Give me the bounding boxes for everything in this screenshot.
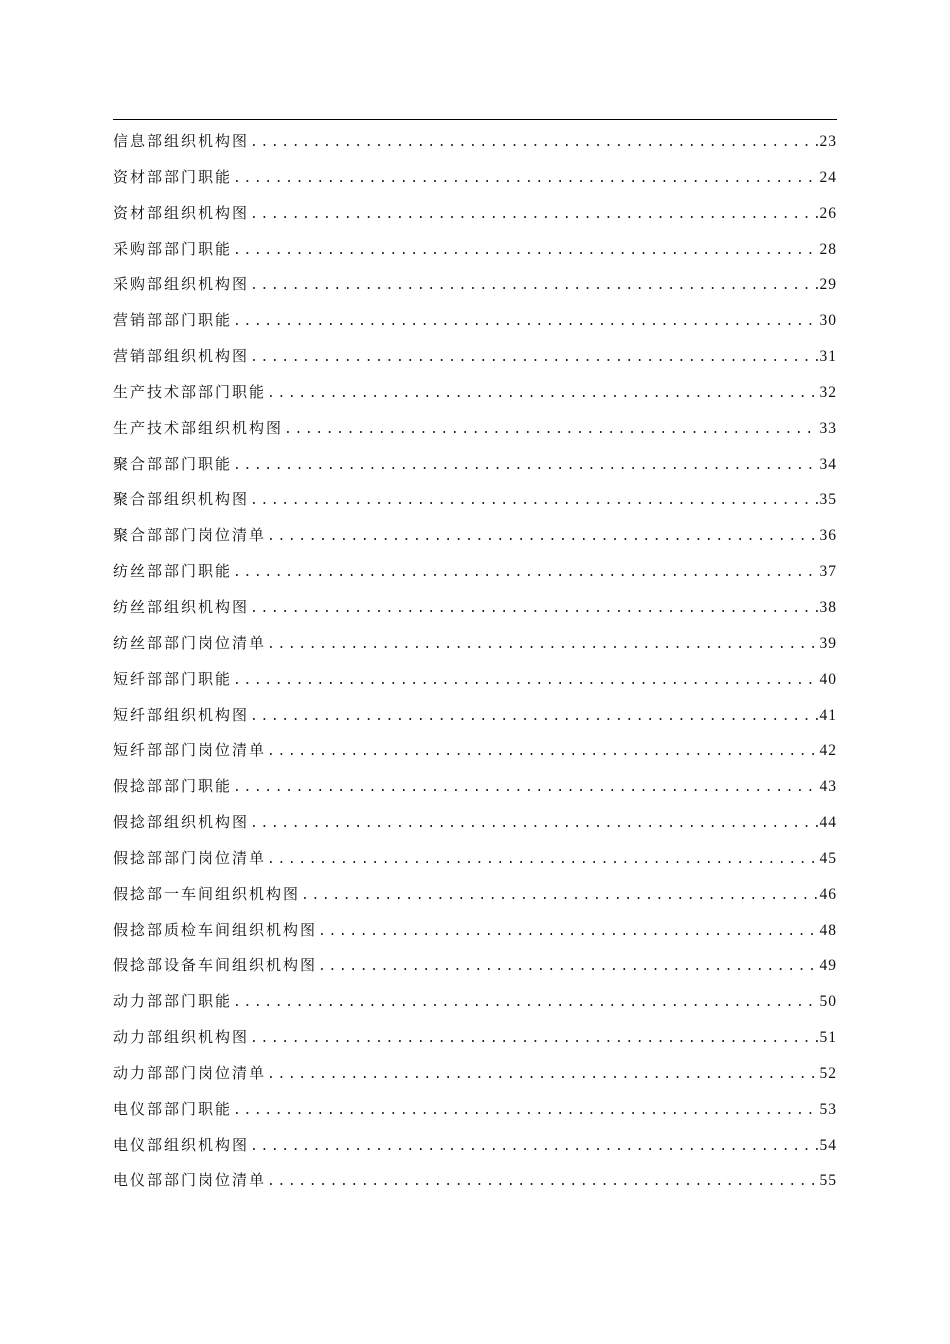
toc-dot-leader [233,991,817,1015]
toc-entry-page-number: 41 [819,706,837,724]
toc-dot-leader [250,203,817,227]
toc-dot-leader [267,740,817,764]
toc-entry-page-number: 42 [819,742,837,760]
toc-dot-leader [250,705,817,729]
toc-entry-title: 假捻部部门职能 [113,777,233,796]
toc-dot-leader [250,1135,817,1159]
toc-entry-page-number: 44 [819,814,837,832]
toc-dot-leader [250,1027,817,1051]
toc-dot-leader [250,489,817,513]
toc-entry[interactable] [113,375,837,411]
toc-entry-page-number: 54 [819,1136,837,1154]
toc-entry[interactable] [113,877,837,913]
toc-entry-page-number: 34 [819,455,837,473]
toc-entry-page-number: 40 [819,670,837,688]
toc-entry-title: 动力部部门职能 [113,992,233,1011]
table-of-contents [113,124,837,1199]
toc-entry-page-number: 36 [819,527,837,545]
toc-entry-title: 采购部组织机构图 [113,275,250,294]
toc-entry[interactable] [113,1163,837,1199]
toc-entry[interactable] [113,698,837,734]
toc-entry-title: 短纤部部门职能 [113,669,233,688]
toc-dot-leader [267,848,817,872]
toc-entry[interactable] [113,841,837,877]
toc-dot-leader [233,310,817,334]
toc-dot-leader [267,525,817,549]
toc-dot-leader [250,812,817,836]
toc-entry[interactable] [113,411,837,447]
toc-dot-leader [233,1099,817,1123]
toc-entry[interactable] [113,160,837,196]
toc-entry-page-number: 43 [819,778,837,796]
toc-entry-title: 营销部组织机构图 [113,347,250,366]
toc-entry[interactable] [113,805,837,841]
toc-entry-title: 资材部部门职能 [113,167,233,186]
toc-entry-title: 生产技术部组织机构图 [113,418,284,437]
toc-entry[interactable] [113,482,837,518]
toc-dot-leader [318,920,817,944]
toc-entry-page-number: 51 [819,1029,837,1047]
toc-dot-leader [233,669,817,693]
toc-entry-page-number: 49 [819,957,837,975]
toc-dot-leader [301,884,817,908]
toc-entry[interactable] [113,590,837,626]
toc-entry-title: 资材部组织机构图 [113,203,250,222]
toc-entry-title: 聚合部部门岗位清单 [113,526,267,545]
toc-entry-page-number: 53 [819,1100,837,1118]
toc-entry-title: 假捻部质检车间组织机构图 [113,920,318,939]
toc-entry-page-number: 28 [819,240,837,258]
toc-entry[interactable] [113,662,837,698]
toc-entry[interactable] [113,733,837,769]
toc-entry-page-number: 48 [819,921,837,939]
toc-entry[interactable] [113,447,837,483]
toc-dot-leader [267,1063,817,1087]
toc-entry[interactable] [113,303,837,339]
toc-entry-page-number: 55 [819,1172,837,1190]
toc-dot-leader [233,561,817,585]
toc-entry-page-number: 32 [819,383,837,401]
toc-dot-leader [233,239,817,263]
toc-entry-page-number: 31 [819,348,837,366]
toc-entry-title: 生产技术部部门职能 [113,382,267,401]
toc-entry-page-number: 24 [819,168,837,186]
toc-entry-page-number: 35 [819,491,837,509]
toc-dot-leader [233,167,817,191]
toc-entry[interactable] [113,769,837,805]
toc-entry-page-number: 45 [819,849,837,867]
toc-dot-leader [233,454,817,478]
toc-entry-title: 电仪部部门职能 [113,1099,233,1118]
toc-entry-title: 纺丝部部门岗位清单 [113,633,267,652]
toc-entry-title: 电仪部组织机构图 [113,1135,250,1154]
toc-entry-title: 聚合部组织机构图 [113,490,250,509]
toc-dot-leader [250,131,817,155]
toc-entry-page-number: 46 [819,885,837,903]
toc-entry-title: 假捻部一车间组织机构图 [113,884,301,903]
toc-entry[interactable] [113,984,837,1020]
toc-dot-leader [284,418,817,442]
toc-entry-page-number: 38 [819,598,837,616]
toc-entry-title: 短纤部部门岗位清单 [113,741,267,760]
toc-entry[interactable] [113,124,837,160]
toc-entry[interactable] [113,518,837,554]
toc-entry[interactable] [113,339,837,375]
toc-entry-title: 纺丝部组织机构图 [113,597,250,616]
toc-dot-leader [250,274,817,298]
toc-entry[interactable] [113,1092,837,1128]
toc-dot-leader [233,776,817,800]
toc-entry-page-number: 37 [819,563,837,581]
toc-entry-page-number: 52 [819,1064,837,1082]
toc-entry-title: 纺丝部部门职能 [113,562,233,581]
toc-entry[interactable] [113,1056,837,1092]
toc-dot-leader [318,955,817,979]
toc-entry[interactable] [113,1020,837,1056]
toc-dot-leader [250,597,817,621]
toc-entry[interactable] [113,913,837,949]
toc-entry-page-number: 29 [819,276,837,294]
toc-dot-leader [267,633,817,657]
toc-entry-page-number: 26 [819,204,837,222]
toc-dot-leader [267,1170,817,1194]
toc-entry[interactable] [113,196,837,232]
toc-entry-page-number: 50 [819,993,837,1011]
toc-entry-title: 电仪部部门岗位清单 [113,1171,267,1190]
toc-entry[interactable] [113,626,837,662]
toc-entry[interactable] [113,948,837,984]
toc-entry-title: 假捻部部门岗位清单 [113,848,267,867]
toc-entry-page-number: 23 [819,133,837,150]
toc-entry-title: 假捻部组织机构图 [113,813,250,832]
toc-entry-title: 动力部部门岗位清单 [113,1063,267,1082]
toc-entry[interactable] [113,267,837,303]
toc-entry-title: 短纤部组织机构图 [113,705,250,724]
toc-entry[interactable] [113,1128,837,1164]
toc-entry-title: 聚合部部门职能 [113,454,233,473]
toc-entry[interactable] [113,554,837,590]
toc-entry-page-number: 30 [819,312,837,330]
toc-entry-page-number: 33 [819,419,837,437]
toc-dot-leader [267,382,817,406]
toc-entry-title: 信息部组织机构图 [113,132,250,150]
toc-entry-title: 采购部部门职能 [113,239,233,258]
toc-entry-title: 假捻部设备车间组织机构图 [113,956,318,975]
toc-entry-title: 营销部部门职能 [113,311,233,330]
header-rule [113,119,837,120]
toc-dot-leader [250,346,817,370]
toc-entry-page-number: 39 [819,634,837,652]
toc-entry[interactable] [113,232,837,268]
toc-entry-title: 动力部组织机构图 [113,1028,250,1047]
